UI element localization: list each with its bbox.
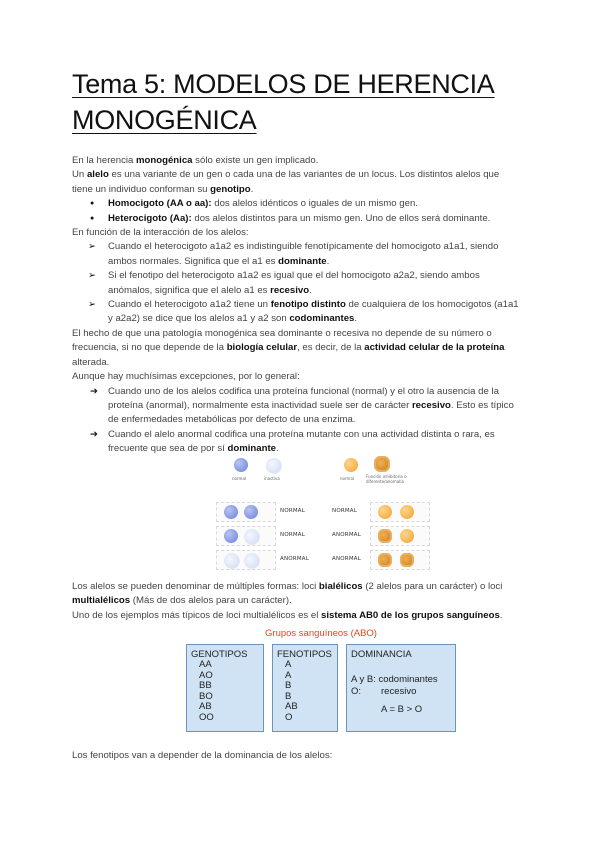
inactive-allele-icon [266,458,282,474]
column-header: FENOTIPOS [277,649,332,660]
column-header: GENOTIPOS [191,649,248,660]
protein-icon [378,553,392,567]
blood-group-table [186,628,456,732]
protein-icon [400,553,414,567]
protein-icon [378,529,392,543]
column-header: DOMINANCIA [351,649,412,660]
protein-icon [400,505,414,519]
table-cell: AB [199,701,212,713]
list-item: ● Heterocigoto (Aa): dos alelos distintos para un mismo gen. Uno de ellos será dominante. [72,212,520,226]
table-cell: OO [199,711,214,723]
arrow-icon: ➢ [88,241,97,253]
arrow-right-icon: ➔ [90,428,99,440]
allele-icon [244,553,260,569]
table-cell: AA [199,659,212,670]
table-cell: BB [199,680,212,692]
phenotype-label: ANORMAL [332,532,361,538]
protein-icon [378,505,392,519]
protein-icon [400,529,414,543]
list-item: ➔ Cuando uno de los alelos codifica una proteína funcional (normal) y el otro la ausencia de la proteína (anormal), normalmente esta inactividad suele ser de carácter recesivo. Esto es típico de enfermedades metabólicas por defecto de una enzima. [90,385,514,426]
phenotype-label: NORMAL [280,508,306,514]
allele-icon [244,529,260,545]
normal-protein-icon [344,458,358,472]
paragraph: Aunque hay muchísimas excepciones, por lo general: [72,371,300,383]
list-item: ➢ Cuando el heterocigoto a1a2 es indistinguible fenotípicamente del homocigoto a1a1, siendo ambos normales. Significa que el a1 es dominante. [88,241,499,267]
body-text [72,580,520,623]
arrow-list [72,240,520,326]
allele-icon [224,505,238,519]
bullet-list [72,197,520,226]
genotypes-column [186,644,264,732]
dominance-row: A y B: codominantes [351,674,438,685]
table-cell: BO [199,690,213,702]
table-cell: A [285,659,292,670]
arrow-list [72,385,520,457]
dominance-column [346,644,456,732]
phenotype-label: ANORMAL [280,556,309,562]
allele-icon [224,529,238,543]
page-title: Tema 5: MODELOS DE HERENCIA MONOGÉNICA [72,69,495,135]
arrow-right-icon: ➔ [90,385,99,397]
phenotype-label: NORMAL [332,508,358,514]
table-title: Grupos sanguíneos (ABO) [265,628,377,639]
table-cell: A [285,669,292,681]
paragraph: En función de la interacción de los alelos: [72,227,249,239]
list-item: ➢ Si el fenotipo del heterocigoto a1a2 es igual que el del homocigoto a2a2, siendo ambos anómalos, significa que el alelo a1 es recesivo. [88,270,480,296]
allele-figure [210,452,436,576]
list-item: ➔ Cuando el alelo anormal codifica una proteína mutante con una actividad distinta o rara, es frecuente que sea de por sí dominante. [90,428,495,455]
list-item: ● Homocigoto (AA o aa): dos alelos idénticos o iguales de un mismo gen. [72,197,520,211]
dominance-formula: A = B > O [381,704,423,715]
caption: normal [232,476,247,481]
paragraph: En la herencia monogénica sólo existe un gen implicado. [72,155,319,166]
caption: normal [340,476,355,481]
body-text [72,154,520,457]
phenotype-label: NORMAL [280,532,306,538]
paragraph: Un alelo es una variante de un gen o cada una de las variantes de un locus. Los distintos alelos que tiene un individuo conforman su genotipo. [72,169,500,195]
table-cell: O [285,711,293,723]
caption: inactiva [264,476,280,481]
paragraph: Uno de los ejemplos más típicos de loci multialélicos es el sistema AB0 de los grupos sanguíneos. [72,609,503,621]
arrow-icon: ➢ [88,270,97,282]
allele-icon [224,553,240,569]
arrow-icon: ➢ [88,299,97,311]
phenotypes-column [272,644,338,732]
normal-allele-icon [234,458,248,472]
table-cell: B [285,680,292,692]
footer-text: Los fenotipos van a depender de la dominancia de los alelos: [72,750,333,761]
paragraph: Los alelos se pueden denominar de múltiples formas: loci bialélicos (2 alelos para un carácter) o loci multialélicos (Más de dos alelos para un carácter). [72,581,503,607]
dominance-row: O: recesivo [351,686,417,697]
phenotype-label: ANORMAL [332,556,361,562]
paragraph: El hecho de que una patología monogénica sea dominante o recesiva no depende de su número o frecuencia, si no que depende de la biología celular, es decir, de la actividad celular de la proteína alterada. [72,327,505,368]
table-cell: AO [199,669,213,681]
list-item: ➢ Cuando el heterocigoto a1a2 tiene un fenotipo distinto de cualquiera de los homocigotos (a1a1 y a2a2) se dice que los alelos a1 y a2 son codominantes. [88,299,519,325]
caption: Función inhibitoria o diferente/anomalía [366,474,407,484]
table-cell: AB [285,701,298,713]
mutant-protein-icon [374,456,390,472]
allele-icon [244,505,258,519]
table-cell: B [285,690,292,702]
